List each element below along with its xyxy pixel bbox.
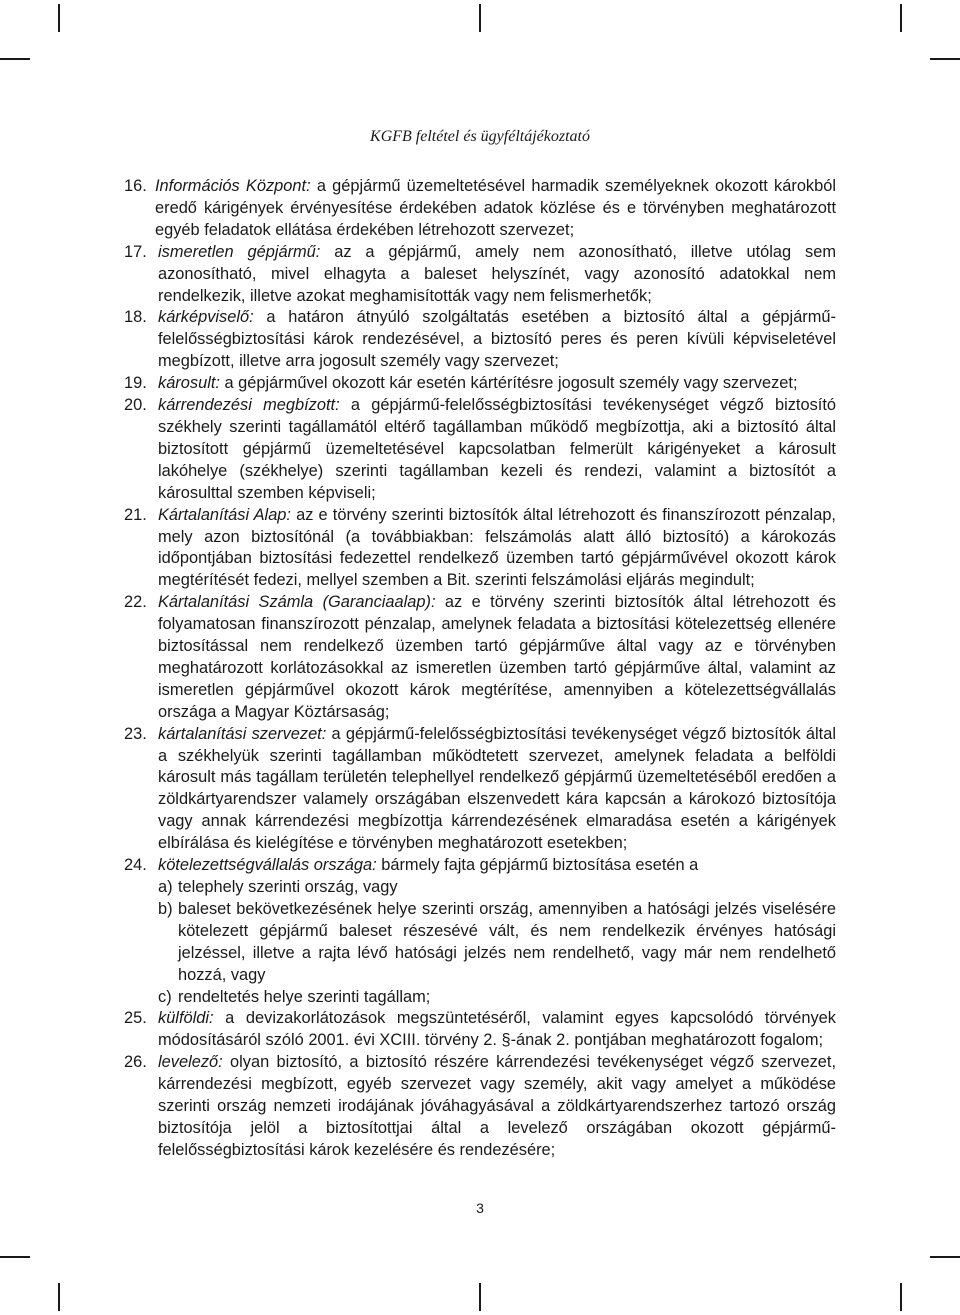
sub-item-letter: a) (158, 878, 173, 896)
item-number: 18. (124, 308, 147, 327)
sub-item-c (158, 987, 836, 1009)
item-number: 19. (124, 374, 147, 393)
crop-mark-top-right (900, 4, 902, 32)
item-number: 17. (124, 242, 147, 261)
crop-mark-bottom-center (479, 1283, 481, 1311)
crop-mark-top-left (58, 4, 60, 32)
item-text: az a gépjármű, amely nem azonosítható, illetve utólag sem azonosítható, mivel elhagyta a baleset helyszínét, vagy azonosító adatokkal nem rendelkezik, illetve azokat meghamisították vagy nem felismerhetők; (158, 242, 836, 305)
definition-item-21 (124, 505, 836, 593)
item-text: a gépjármű-felelősségbiztosítási tevékenységet végző biztosítók által a székhelyük szerinti tagállamban működtetett szervezet, amelynek feladata a belföldi károsult más tagállam területén telephellyel rendelkező gépjármű üzemeltetéséből eredően a zöldkártyarendszer valamely országában elszenvedett kára kapcsán a károkozó biztosítója vagy annak kárrendezési megbízottja kárrendezésének elmaradása esetén a kárigények elbírálása és kielégítése e törvényben meghatározott esetekben; (158, 724, 836, 853)
definition-item-20 (124, 395, 836, 505)
item-text: az e törvény szerinti biztosítók által létrehozott és finanszírozott pénzalap, mely azon biztosítónál (a továbbiakban: felszámolás alatt álló biztosító) a károkozás időpontjában biztosítási fedezettel rendelkező üzemben tartó gépjárművével okozott károk megtérítését fedezi, mellyel szemben a Bit. szerinti felszámolási eljárás megindult; (158, 505, 836, 590)
sub-item-text: telephely szerinti ország, vagy (178, 878, 398, 896)
definition-item-22 (124, 592, 836, 723)
item-text: a gépjárművel okozott kár esetén kártérítésre jogosult személy vagy szervezet; (219, 374, 798, 393)
item-text: az e törvény szerinti biztosítók által létrehozott és folyamatosan finanszírozott pénzalap, amelynek feladata a biztosítási kötelezettség ellenére biztosítással nem rendelkező üzemben tartó gépjárműve által vagy az e törvényben meghatározott korlátozásokkal az ismeretlen üzemben tartó gépjárműve által, valamint az ismeretlen gépjárművel okozott károk megtérítése, amennyiben a kötelezettségvállalás országa a Magyar Köztársaság; (158, 593, 836, 721)
definition-item-16 (124, 176, 836, 242)
item-number: 16. (124, 177, 147, 195)
item-number: 25. (124, 1009, 147, 1028)
item-term: ismeretlen gépjármű: (158, 242, 321, 261)
crop-mark-bottom-right-h (930, 1256, 960, 1258)
definition-item-18 (124, 307, 836, 373)
definition-item-23 (124, 724, 836, 855)
definition-item-19 (124, 373, 836, 395)
definition-item-17 (124, 242, 836, 308)
definition-item-24 (124, 855, 836, 1008)
running-header: KGFB feltétel és ügyféltájékoztató (370, 128, 590, 145)
crop-mark-top-left-h (0, 58, 30, 60)
item-number: 26. (124, 1053, 147, 1072)
item-text: a gépjármű-felelősségbiztosítási tevékenységet végző biztosító székhely szerinti tagállamától eltérő tagállamban működő megbízottja, aki a biztosító által biztosított gépjármű üzemeltetésével kapcsolatban felmerült kárigényeket a károsult lakóhelye (székhelye) szerinti tagállamban kezeli és rendezi, valamint a biztosítót a károsulttal szemben képviseli; (158, 396, 836, 502)
sub-item-text: rendeltetés helye szerinti tagállam; (178, 987, 431, 1006)
item-number: 24. (124, 856, 147, 875)
item-term: Kártalanítási Számla (Garanciaalap): (158, 593, 436, 612)
crop-mark-bottom-right (900, 1283, 902, 1311)
page-number: 3 (476, 1200, 484, 1216)
item-term: Kártalanítási Alap: (158, 505, 291, 524)
sub-item-letter: b) (158, 899, 173, 918)
item-term: külföldi: (158, 1009, 214, 1028)
item-term: Információs Központ: (155, 177, 311, 195)
crop-mark-top-center (479, 4, 481, 32)
item-number: 22. (124, 593, 147, 612)
item-term: kárképviselő: (158, 308, 254, 327)
item-text: a határon átnyúló szolgáltatás esetében a biztosító által a gépjármű-felelősségbiztosítási károk rendezésével, a biztosító peres és peren kívüli képviseletével megbízott, illetve arra jogosult személy vagy szervezet; (158, 308, 836, 371)
sub-item-letter: c) (158, 987, 172, 1006)
item-text: bármely fajta gépjármű biztosítása esetén a (376, 856, 699, 875)
item-text: a gépjármű üzemeltetésével harmadik személyeknek okozott károkból eredő kárigények érvényesítése érdekében adatok közlése és e törvényben meghatározott egyéb feladatok ellátása érdekében létrehozott szervezet; (155, 177, 837, 239)
crop-mark-top-right-h (930, 58, 960, 60)
definition-item-26 (124, 1052, 836, 1162)
item-term: kárrendezési megbízott: (158, 396, 340, 415)
sub-item-b (158, 899, 836, 987)
sub-item-text: baleset bekövetkezésének helye szerinti ország, amennyiben a hatósági jelzés viselésére kötelezett gépjármű baleset részesévé vált, és nem rendelkezik érvényes hatósági jelzéssel, illetve a rajta lévő hatósági jelzés nem rendelhető, vagy már nem rendelhető hozzá, vagy (178, 899, 836, 984)
sub-item-a (158, 877, 836, 899)
item-term: károsult: (158, 374, 220, 393)
item-term: kötelezettségvállalás országa: (158, 856, 377, 875)
definition-list (124, 176, 836, 1162)
item-term: levelező: (158, 1053, 223, 1072)
item-term: kártalanítási szervezet: (158, 724, 327, 743)
item-number: 21. (124, 505, 147, 524)
crop-mark-bottom-left-h (0, 1256, 30, 1258)
item-number: 23. (124, 724, 147, 743)
definition-item-25 (124, 1008, 836, 1052)
item-text: olyan biztosító, a biztosító részére kárrendezési tevékenységet végző szervezet, kárrendezési megbízott, egyéb szervezet vagy személy, akit vagy amelyet a működése szerinti ország nemzeti irodájának jóváhagyásával a zöldkártyarendszerhez tartozó ország biztosítója jelöl a biztosítottjai által a levelező országában okozott gépjármű-felelősségbiztosítási károk kezelésére és rendezésére; (158, 1053, 836, 1159)
item-text: a devizakorlátozások megszüntetéséről, valamint egyes kapcsolódó törvények módosításáról szóló 2001. évi XCIII. törvény 2. §-ának 2. pontjában meghatározott fogalom; (158, 1009, 836, 1050)
crop-mark-bottom-left (58, 1283, 60, 1311)
item-number: 20. (124, 396, 147, 415)
